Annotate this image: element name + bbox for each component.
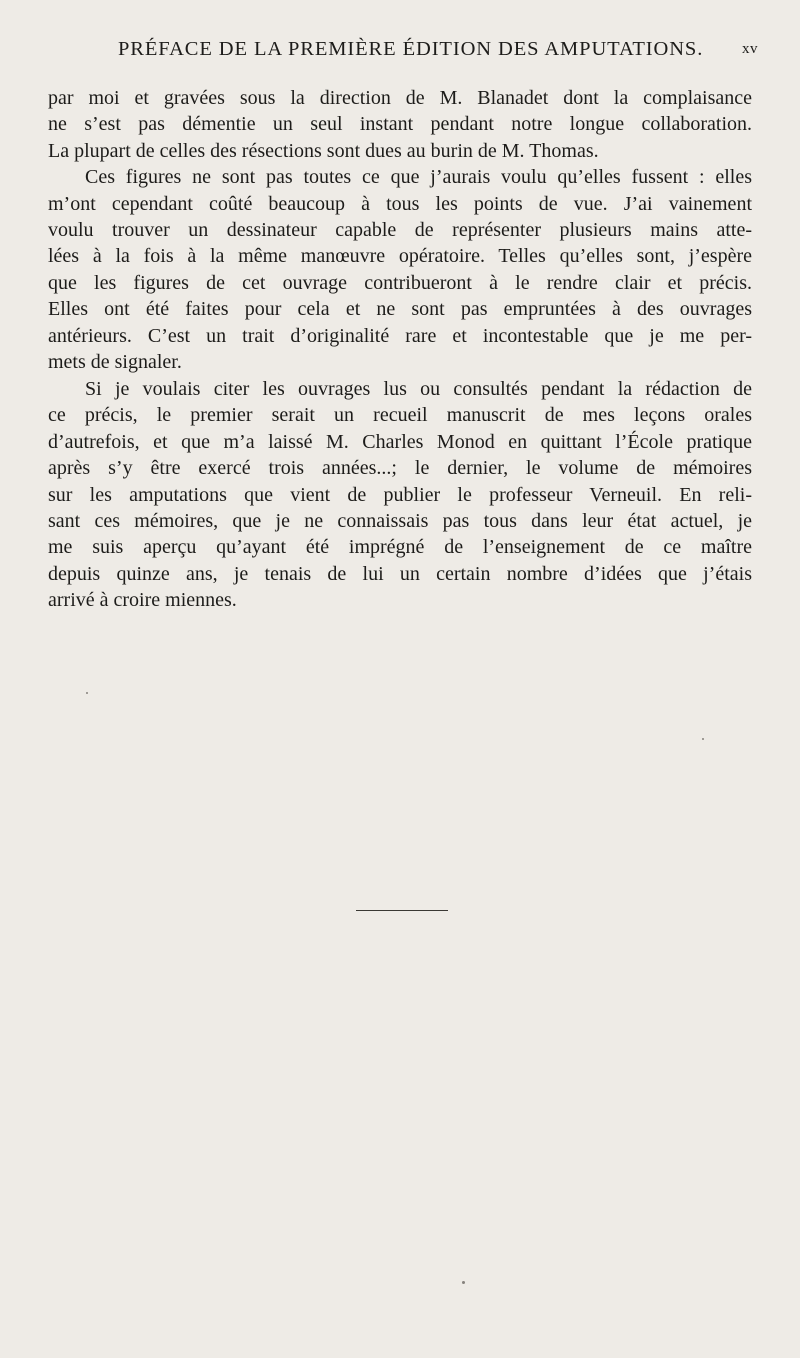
paragraph-figures-acknowledgment xyxy=(48,85,752,375)
page-number: xv xyxy=(742,41,758,57)
paper-speck xyxy=(86,692,88,694)
text-line: lées à la fois à la même manœuvre opératoire. Telles qu’elles sont, j’espère xyxy=(48,245,752,268)
text-line: arrivé à croire miennes. xyxy=(48,589,237,612)
text-line: mets de signaler. xyxy=(48,350,182,373)
paper-speck xyxy=(462,1281,465,1284)
text-line: sant ces mémoires, que je ne connaissais pas tous dans leur état actuel, je xyxy=(48,509,752,532)
running-title: PRÉFACE DE LA PREMIÈRE ÉDITION DES AMPUTATIONS. xyxy=(118,38,704,60)
paper-speck xyxy=(702,738,704,740)
text-line: après s’y être exercé trois années...; le dernier, le volume de mémoires xyxy=(48,457,752,480)
text-line: par moi et gravées sous la direction de M. Blanadet dont la complaisance xyxy=(48,87,752,109)
text-line: d’autrefois, et que m’a laissé M. Charles Monod en quittant l’École pratique xyxy=(48,430,752,453)
text-line: Si je voulais citer les ouvrages lus ou consultés pendant la rédaction de xyxy=(85,378,752,400)
text-line: La plupart de celles des résections sont dues au burin de M. Thomas. xyxy=(48,139,599,162)
text-line: ce précis, le premier serait un recueil manuscrit de mes leçons orales xyxy=(48,404,752,427)
text-line: sur les amputations que vient de publier le professeur Verneuil. En reli- xyxy=(48,483,752,506)
section-divider xyxy=(356,910,448,911)
text-line: voulu trouver un dessinateur capable de représenter plusieurs mains atte- xyxy=(48,218,752,241)
text-line: antérieurs. C’est un trait d’originalité rare et incontestable que je me per- xyxy=(48,324,752,347)
text-line: Ces figures ne sont pas toutes ce que j’aurais voulu qu’elles fussent : elles xyxy=(85,166,752,189)
text-line: me suis aperçu qu’ayant été imprégné de l’enseignement de ce maître xyxy=(48,536,752,559)
text-line: ne s’est pas démentie un seul instant pendant notre longue collaboration. xyxy=(48,113,752,136)
text-line: que les figures de cet ouvrage contribueront à le rendre clair et précis. xyxy=(48,271,752,294)
text-line: m’ont cependant coûté beaucoup à tous les points de vue. J’ai vainement xyxy=(48,192,752,215)
text-line: depuis quinze ans, je tenais de lui un certain nombre d’idées que j’étais xyxy=(48,562,752,585)
text-line: Elles ont été faites pour cela et ne sont pas empruntées à des ouvrages xyxy=(48,298,752,321)
paragraph-sources xyxy=(48,376,752,614)
running-head xyxy=(118,38,758,64)
